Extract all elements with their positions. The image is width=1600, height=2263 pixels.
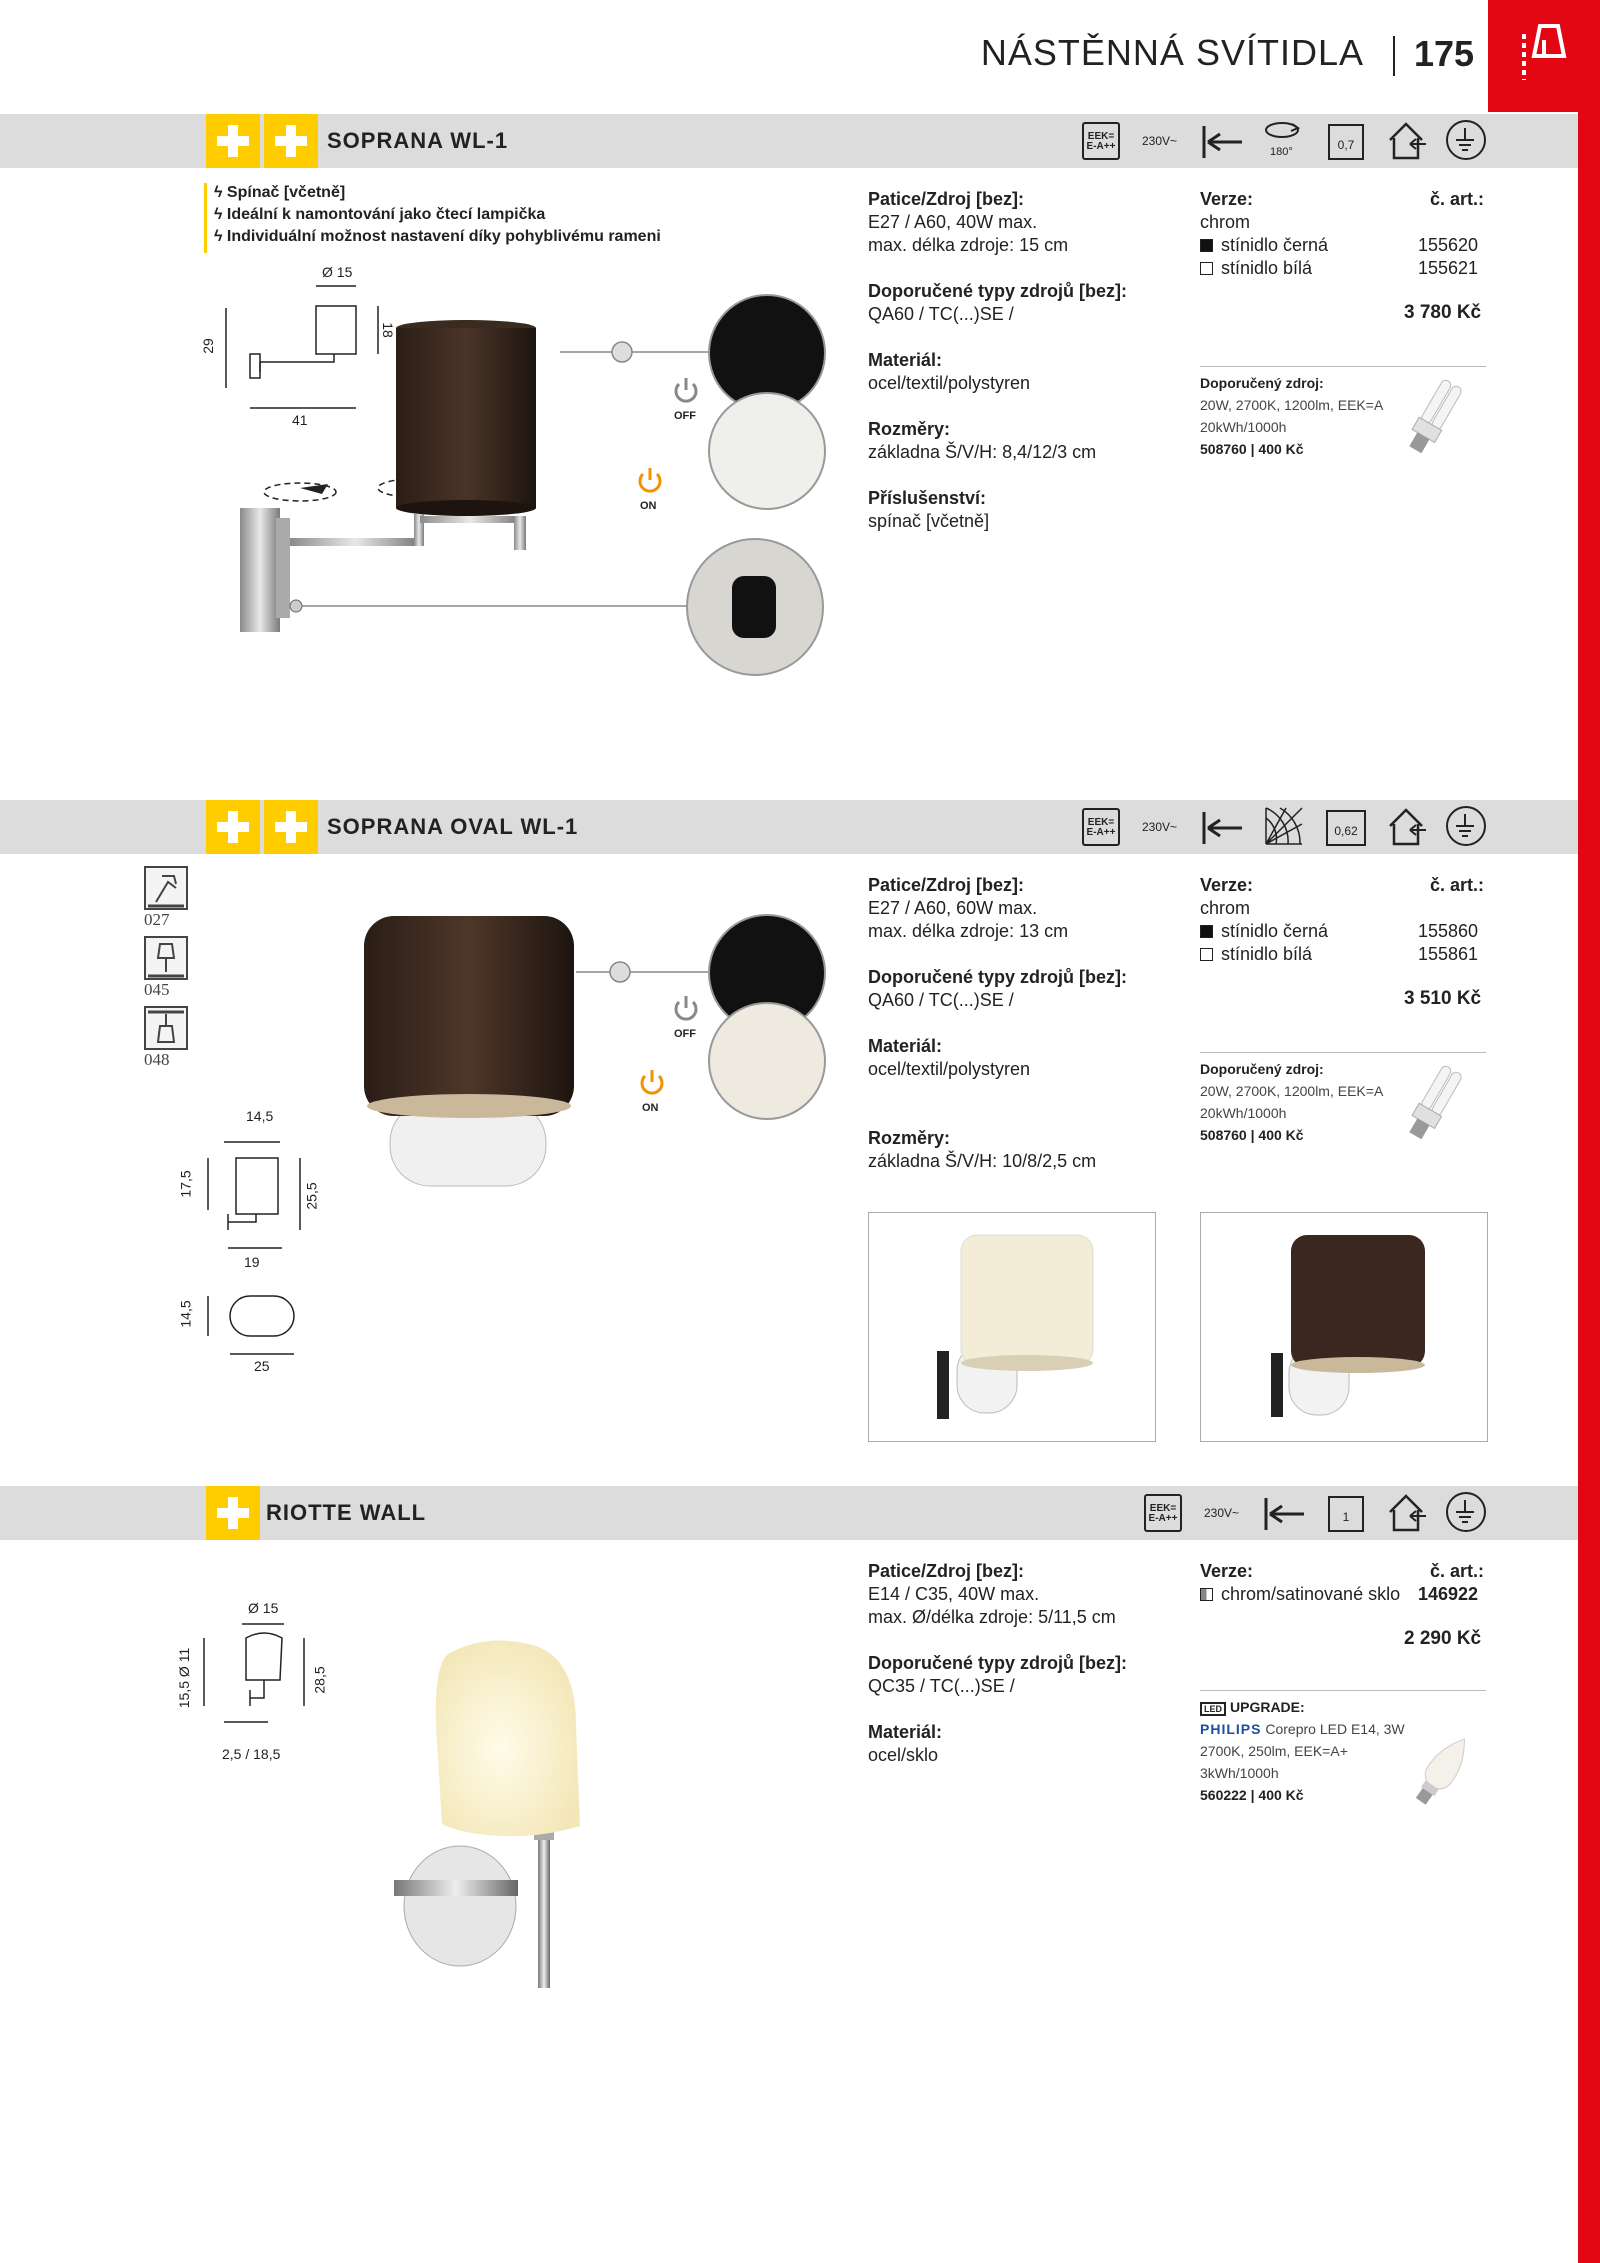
off-label: OFF <box>674 410 696 422</box>
recommended-label: Doporučené typy zdrojů [bez]: <box>868 967 1128 987</box>
socket-length: max. Ø/délka zdroje: 5/11,5 cm <box>868 1607 1116 1627</box>
photo-white-shade <box>868 1212 1156 1442</box>
distance-arrow-icon <box>1200 808 1246 848</box>
section-tab <box>1488 0 1600 112</box>
distance-arrow-icon <box>1262 1494 1308 1534</box>
title-separator <box>1393 36 1395 76</box>
product-title: SOPRANA OVAL WL-1 <box>327 814 579 839</box>
feature-item: ϟ Individuální možnost nastavení díky pohyblivému rameni <box>214 228 661 245</box>
dimensions-value: základna Š/V/H: 10/8/2,5 cm <box>868 1151 1097 1171</box>
material-label: Materiál: <box>868 1722 943 1742</box>
material-value: ocel/sklo <box>868 1745 939 1765</box>
led-upgrade-label: LED UPGRADE: <box>1200 1696 1305 1718</box>
variant-row: stínidlo bílá <box>1200 943 1312 966</box>
product-title: SOPRANA WL-1 <box>327 128 509 153</box>
black-swatch-icon <box>1200 925 1213 938</box>
rec-source-spec: 20W, 2700K, 1200lm, EEK=A <box>1200 1083 1384 1099</box>
weight-icon: 0,62 <box>1326 810 1366 846</box>
dimensions-label: Rozměry: <box>868 1128 951 1148</box>
feature-list <box>214 182 661 248</box>
material-label: Materiál: <box>868 1036 943 1056</box>
dim-width: 2,5 / 18,5 <box>222 1746 281 1762</box>
swatch-white <box>708 1002 826 1120</box>
plus-icon <box>206 800 260 854</box>
dim-height: 29 <box>199 338 216 354</box>
power-on-icon <box>638 1068 666 1098</box>
dim-height-total: 28,5 <box>311 1666 328 1694</box>
variant-row: stínidlo černá <box>1200 920 1328 943</box>
distance-arrow-icon <box>1200 122 1246 162</box>
recommended-label: Doporučené typy zdrojů [bez]: <box>868 281 1128 301</box>
dim-depth: 19 <box>244 1254 260 1270</box>
energy-label-icon: EEK= E-A++ <box>1082 808 1120 846</box>
swatch-white <box>708 392 826 510</box>
divider <box>1200 366 1486 367</box>
energy-label-icon: EEK= E-A++ <box>1144 1494 1182 1532</box>
rec-source-energy: 20kWh/1000h <box>1200 419 1287 435</box>
price: 2 290 Kč <box>1404 1628 1482 1649</box>
material-value: ocel/textil/polystyren <box>868 373 1031 393</box>
rec-source-label: Doporučený zdroj: <box>1200 375 1324 391</box>
product-title: RIOTTE WALL <box>266 1500 427 1525</box>
power-off-icon <box>672 994 700 1024</box>
page-title: NÁSTĚNNÁ SVÍTIDLA <box>980 32 1364 73</box>
dim-width: 14,5 <box>246 1108 274 1124</box>
dim-oval-width: 25 <box>254 1358 270 1374</box>
divider <box>1200 1690 1486 1691</box>
mount-ceiling-icon <box>144 1006 188 1050</box>
lamp-white-image <box>869 1213 1153 1439</box>
dim-height: 17,5 <box>177 1170 194 1198</box>
rotation-icon <box>1262 118 1302 144</box>
photo-black-shade <box>1200 1212 1488 1442</box>
energy-label-icon: EEK= E-A++ <box>1082 122 1120 160</box>
mount-code: 027 <box>144 910 170 929</box>
variant-article: 155620 <box>1418 235 1479 255</box>
upgrade-spec: PHILIPS Corepro LED E14, 3W <box>1200 1721 1405 1737</box>
upgrade-spec-2: 2700K, 250lm, EEK=A+ <box>1200 1743 1348 1759</box>
socket-value: E14 / C35, 40W max. <box>868 1584 1040 1604</box>
variant-row: stínidlo černá <box>1200 234 1328 257</box>
material-label: Materiál: <box>868 350 943 370</box>
voltage-label: 230V~ <box>1142 820 1178 834</box>
divider <box>1200 1052 1486 1053</box>
feature-bar <box>204 183 207 253</box>
power-on-icon <box>636 466 664 496</box>
dim-shade-height: 18 <box>379 322 396 338</box>
version-label: Verze: <box>1200 875 1254 895</box>
black-swatch-icon <box>1200 239 1213 252</box>
lamp-black-image <box>1201 1213 1485 1439</box>
version-value: chrom <box>1200 898 1251 918</box>
riotte-wall-image <box>380 1636 640 2006</box>
socket-label: Patice/Zdroj [bez]: <box>868 1561 1025 1581</box>
rec-source-art: 508760 | 400 Kč <box>1200 1127 1304 1143</box>
off-label: OFF <box>674 1028 696 1040</box>
rec-source-label: Doporučený zdroj: <box>1200 1061 1324 1077</box>
mount-table-icon <box>144 936 188 980</box>
plus-icon <box>206 1486 260 1540</box>
socket-label: Patice/Zdroj [bez]: <box>868 189 1025 209</box>
cfl-bulb-image <box>1392 374 1472 464</box>
price: 3 510 Kč <box>1404 988 1482 1009</box>
dim-diameter: Ø 15 <box>248 1600 279 1616</box>
dim-height-total: 25,5 <box>303 1182 320 1210</box>
beam-angle-icon <box>1262 804 1306 848</box>
version-value: chrom <box>1200 212 1251 232</box>
recommended-label: Doporučené typy zdrojů [bez]: <box>868 1653 1128 1673</box>
indoor-house-icon <box>1384 1490 1428 1534</box>
cfl-bulb-image <box>1392 1060 1472 1150</box>
page-edge-bar <box>1578 0 1600 2263</box>
white-swatch-icon <box>1200 262 1213 275</box>
led-candle-bulb-image <box>1406 1728 1478 1814</box>
philips-logo: PHILIPS <box>1200 1721 1262 1737</box>
upgrade-art: 560222 | 400 Kč <box>1200 1787 1304 1803</box>
version-label: Verze: <box>1200 189 1254 209</box>
voltage-label: 230V~ <box>1204 1506 1240 1520</box>
socket-label: Patice/Zdroj [bez]: <box>868 875 1025 895</box>
feature-item: ϟ Spínač [včetně] <box>214 184 346 201</box>
socket-length: max. délka zdroje: 15 cm <box>868 235 1069 255</box>
mount-code: 048 <box>144 1050 170 1069</box>
recommended-value: QA60 / TC(...)SE / <box>868 990 1014 1010</box>
chrome-glass-swatch-icon <box>1200 1588 1213 1601</box>
weight-icon: 0,7 <box>1328 124 1364 160</box>
variant-row: stínidlo bílá <box>1200 257 1312 280</box>
mount-code: 045 <box>144 980 170 999</box>
protection-class-icon <box>1446 806 1486 846</box>
dimensions-value: základna Š/V/H: 8,4/12/3 cm <box>868 442 1097 462</box>
indoor-house-icon <box>1384 118 1428 162</box>
variant-article: 146922 <box>1418 1584 1479 1604</box>
accessories-value: spínač [včetně] <box>868 511 990 531</box>
dim-width: 41 <box>292 412 308 428</box>
socket-value: E27 / A60, 40W max. <box>868 212 1038 232</box>
article-label: č. art.: <box>1430 189 1485 209</box>
white-swatch-icon <box>1200 948 1213 961</box>
article-label: č. art.: <box>1430 1561 1485 1581</box>
plus-icon <box>264 114 318 168</box>
dimensions-label: Rozměry: <box>868 419 951 439</box>
feature-item: ϟ Ideální k namontování jako čtecí lampička <box>214 206 546 223</box>
socket-length: max. délka zdroje: 13 cm <box>868 921 1069 941</box>
upgrade-energy: 3kWh/1000h <box>1200 1765 1279 1781</box>
on-label: ON <box>642 1102 659 1114</box>
plus-icon <box>264 800 318 854</box>
dimension-drawing <box>177 1130 330 1360</box>
variant-row: chrom/satinované sklo <box>1200 1583 1400 1606</box>
rec-source-energy: 20kWh/1000h <box>1200 1105 1287 1121</box>
switch-detail-image <box>686 538 824 676</box>
price: 3 780 Kč <box>1404 302 1482 323</box>
mount-desk-icon <box>144 866 188 910</box>
page-number: 175 <box>1414 33 1475 74</box>
plus-icon <box>206 114 260 168</box>
accessories-label: Příslušenství: <box>868 488 987 508</box>
on-label: ON <box>640 500 657 512</box>
recommended-value: QA60 / TC(...)SE / <box>868 304 1014 324</box>
dim-oval-height: 14,5 <box>177 1300 194 1328</box>
recommended-value: QC35 / TC(...)SE / <box>868 1676 1015 1696</box>
version-label: Verze: <box>1200 1561 1254 1581</box>
variant-article: 155621 <box>1418 258 1479 278</box>
socket-value: E27 / A60, 60W max. <box>868 898 1038 918</box>
variant-article: 155861 <box>1418 944 1479 964</box>
power-off-icon <box>672 376 700 406</box>
rec-source-art: 508760 | 400 Kč <box>1200 441 1304 457</box>
rec-source-spec: 20W, 2700K, 1200lm, EEK=A <box>1200 397 1384 413</box>
protection-class-icon <box>1446 1492 1486 1532</box>
variant-article: 155860 <box>1418 921 1479 941</box>
wall-lamp-icon <box>1488 0 1600 112</box>
protection-class-icon <box>1446 120 1486 160</box>
indoor-house-icon <box>1384 804 1428 848</box>
dim-diameter: Ø 15 <box>322 264 353 280</box>
weight-icon: 1 <box>1328 1496 1364 1532</box>
voltage-label: 230V~ <box>1142 134 1178 148</box>
article-label: č. art.: <box>1430 875 1485 895</box>
material-value: ocel/textil/polystyren <box>868 1059 1031 1079</box>
rotation-label: 180° <box>1270 146 1293 158</box>
led-icon: LED <box>1200 1702 1226 1716</box>
dim-height: 15,5 Ø 11 <box>176 1647 193 1709</box>
